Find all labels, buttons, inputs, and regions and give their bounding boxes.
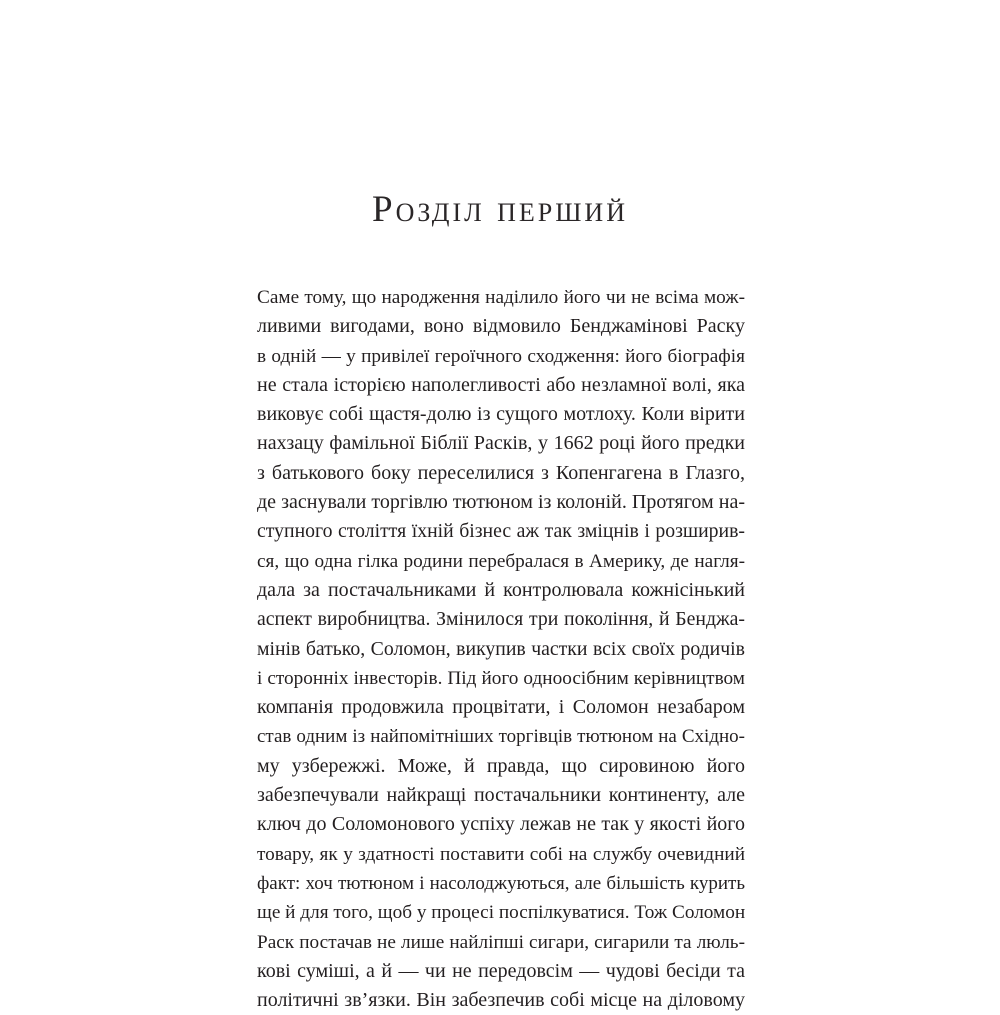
text-line: з батькового боку переселилися з Копенгагена в Глазго,	[257, 461, 745, 484]
chapter-title: Розділ перший	[372, 189, 628, 230]
text-line: аспект виробництва. Змінилося три покоління, й Бенджа-	[257, 608, 745, 631]
text-line: став одним із найпомітніших торгівців тютюном на Східно-	[257, 726, 745, 748]
text-line: і сторонніх інвесторів. Під його одноосібним керівництвом	[257, 667, 745, 689]
text-line: ключ до Соломонового успіху лежав не так у якості його	[257, 813, 745, 836]
text-line: нахзацу фамільної Біблії Расків, у 1662 році його предки	[257, 432, 745, 455]
text-line: Саме тому, що народження наділило його чи не всіма мож-	[257, 287, 745, 308]
text-line: ливими вигодами, воно відмовило Бенджамінові Раску	[257, 315, 745, 338]
text-line: не стала історією наполегливості або незламної волі, яка	[257, 373, 745, 396]
text-line: факт: хоч тютюном і насолоджуються, але більшість курить	[257, 872, 745, 894]
text-line: компанія продовжила процвітати, і Соломон незабаром	[257, 696, 745, 719]
text-line: дала за постачальниками й контролювала кожнісінький	[257, 578, 745, 601]
text-line: ще й для того, щоб у процесі поспілкуватися. Тож Соломон	[257, 902, 746, 924]
text-line: му узбережжі. Може, й правда, що сировиною його	[257, 754, 745, 777]
text-line: забезпечували найкращі постачальники континенту, але	[257, 784, 745, 807]
text-line: товару, як у здатності поставити собі на службу очевидний	[257, 843, 745, 865]
text-line: виковує собі щастя-долю із сущого мотлоху. Коли вірити	[257, 403, 745, 426]
text-line: Раск постачав не лише найліпші сигари, сигарили та люль-	[257, 931, 745, 953]
text-line: політичні зв’язки. Він забезпечив собі місце на діловому	[257, 989, 745, 1012]
text-line: ся, що одна гілка родини перебралася в Америку, де нагля-	[257, 550, 745, 572]
text-line: мінів батько, Соломон, викупив частки всіх своїх родичів	[257, 637, 745, 660]
text-line: в одній — у привілеї героїчного сходження: його біографія	[257, 345, 745, 367]
chapter-body	[257, 283, 745, 1015]
text-line: кові суміші, а й — чи не передовсім — чудові бесіди та	[257, 959, 745, 982]
text-line: де заснували торгівлю тютюном із колоній. Протягом на-	[257, 491, 745, 514]
text-line: ступного століття їхній бізнес аж так зміцнів і розширив-	[257, 520, 745, 543]
